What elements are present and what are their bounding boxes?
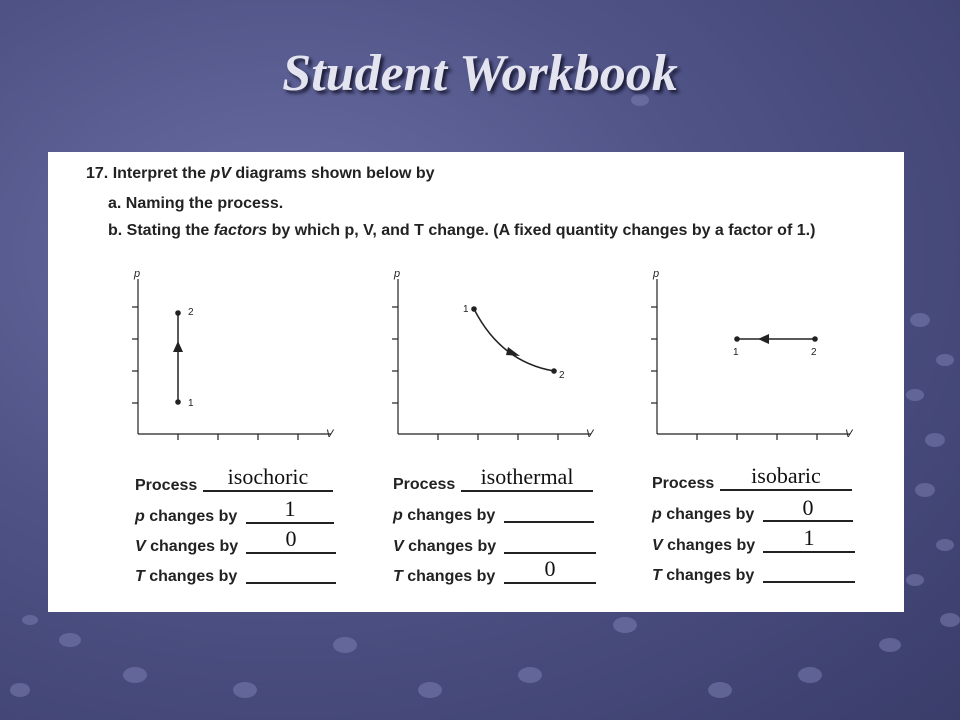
t-blank-3[interactable]: [763, 581, 855, 583]
process-answer-3: isobaric: [751, 463, 821, 488]
p-blank-2[interactable]: [504, 521, 594, 523]
axis-label-v: V: [586, 428, 594, 440]
v-answer-1: 0: [285, 526, 297, 551]
point-label-1: 1: [188, 398, 194, 409]
p-label-2: [393, 507, 495, 525]
p-blank-1[interactable]: [246, 522, 334, 524]
t-blank-1[interactable]: [246, 582, 336, 584]
process-label-1: Process: [135, 477, 198, 494]
p-changes-text: changes by: [407, 507, 496, 524]
direction-arrow: [758, 334, 769, 344]
point-label-2: 2: [559, 370, 565, 381]
v-var: V: [135, 538, 146, 555]
part-b-after: by which p, V, and T change. (A fixed quantity changes by a factor of 1.): [271, 222, 816, 239]
process-answer-2: isothermal: [480, 464, 574, 489]
slide-title: Student Workbook: [282, 45, 678, 102]
process-path: [474, 309, 554, 371]
p-changes-text: changes by: [149, 508, 238, 525]
p-var: p: [135, 508, 145, 525]
question-intro-italic: pV: [210, 165, 231, 182]
v-label-3: [652, 537, 755, 555]
t-changes-text: changes by: [149, 568, 238, 585]
v-changes-text: changes by: [408, 538, 497, 555]
v-blank-2[interactable]: [504, 552, 596, 554]
process-blank-2[interactable]: [461, 490, 593, 492]
p-answer-3: 0: [802, 495, 814, 520]
t-blank-2[interactable]: [504, 582, 596, 584]
part-b-before: b. Stating the: [108, 222, 210, 239]
t-label-2: [393, 568, 495, 586]
v-answer-3: 1: [803, 525, 815, 550]
pv-diagram-3: [645, 267, 865, 442]
question-part-a: a. Naming the process.: [108, 195, 284, 212]
p-var: p: [652, 506, 662, 523]
state-point-2: [175, 310, 181, 316]
p-label-3: [652, 506, 754, 524]
v-label-2: [393, 538, 496, 556]
axis-label-p: p: [134, 268, 141, 280]
t-var: T: [652, 567, 662, 584]
question-part-b: [108, 222, 815, 240]
v-changes-text: changes by: [150, 538, 239, 555]
question-intro: [86, 165, 435, 183]
point-label-1: 1: [463, 304, 469, 315]
state-point-2: [812, 336, 818, 342]
t-changes-text: changes by: [666, 567, 755, 584]
process-blank-3[interactable]: [720, 489, 852, 491]
axis-label-v: V: [845, 428, 853, 440]
process-label-3: Process: [652, 475, 715, 492]
pv-diagram-1: [126, 267, 346, 442]
p-answer-1: 1: [284, 496, 296, 521]
v-blank-3[interactable]: [763, 551, 855, 553]
pv-diagram-2: [386, 267, 606, 442]
axis-label-v: V: [326, 428, 334, 440]
state-point-1: [471, 306, 477, 312]
part-b-italic: factors: [213, 222, 268, 239]
t-label-1: [135, 568, 237, 586]
t-answer-2: 0: [544, 556, 556, 581]
v-var: V: [393, 538, 404, 555]
point-label-2: 2: [811, 347, 817, 358]
v-blank-1[interactable]: [246, 552, 336, 554]
t-changes-text: changes by: [407, 568, 496, 585]
p-var: p: [393, 507, 403, 524]
question-intro-before: Interpret the: [112, 165, 207, 182]
t-var: T: [393, 568, 403, 585]
v-label-1: [135, 538, 238, 556]
state-point-1: [734, 336, 740, 342]
axis-label-p: p: [653, 268, 660, 280]
t-label-3: [652, 567, 754, 585]
point-label-1: 1: [733, 347, 739, 358]
t-var: T: [135, 568, 145, 585]
v-var: V: [652, 537, 663, 554]
p-changes-text: changes by: [666, 506, 755, 523]
state-point-2: [551, 368, 557, 374]
point-label-2: 2: [188, 307, 194, 318]
direction-arrow: [506, 347, 520, 356]
process-answer-1: isochoric: [227, 464, 309, 489]
question-intro-after: diagrams shown below by: [235, 165, 435, 182]
workbook-page: [48, 152, 904, 612]
p-label-1: [135, 508, 237, 526]
direction-arrow: [173, 341, 183, 352]
process-label-2: Process: [393, 476, 456, 493]
state-point-1: [175, 399, 181, 405]
question-number: 17.: [86, 165, 109, 182]
axis-label-p: p: [394, 268, 401, 280]
v-changes-text: changes by: [667, 537, 756, 554]
process-blank-1[interactable]: [203, 490, 333, 492]
